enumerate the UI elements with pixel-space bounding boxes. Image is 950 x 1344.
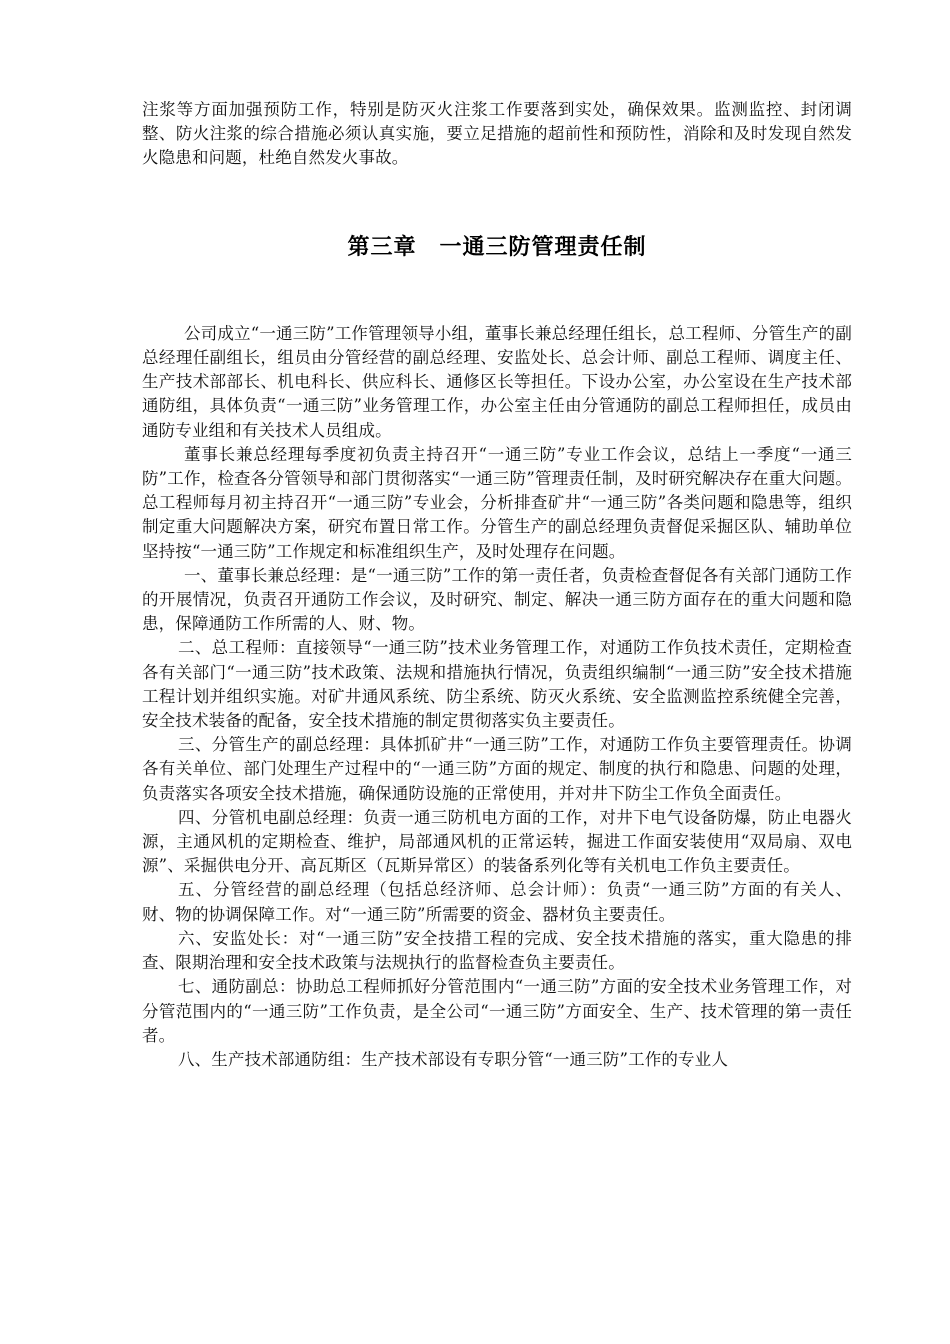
chapter-title: 第三章 一通三防管理责任制: [347, 234, 647, 260]
body-paragraph: 七、通防副总：协助总工程师抓好分管范围内“一通三防”方面的安全技术业务管理工作，对分管范围内的“一通三防”工作负责，是全公司“一通三防”方面安全、生产、技术管理的第一责任者。: [142, 977, 852, 1045]
body-paragraph: 二、总工程师：直接领导“一通三防”技术业务管理工作，对通防工作负技术责任，定期检查各有关部门“一通三防”技术政策、法规和措施执行情况，负责组织编制“一通三防”安全技术措施工程计划并组织实施。对矿井通风系统、防尘系统、防灭火系统、安全监测监控系统健全完善，安全技术装备的配备，安全技术措施的制定贯彻落实负主要责任。: [142, 638, 852, 731]
spacer: [142, 171, 852, 236]
document-page: [142, 98, 852, 1072]
body-paragraph: 董事长兼总经理每季度初负责主持召开“一通三防”专业工作会议，总结上一季度“一通三防”工作，检查各分管领导和部门贯彻落实“一通三防”管理责任制，及时研究解决存在重大问题。总工程师每月初主持召开“一通三防”专业会，分析排查矿井“一通三防”各类问题和隐患等，组织制定重大问题解决方案，研究布置日常工作。分管生产的副总经理负责督促采掘区队、辅助单位坚持按“一通三防”工作规定和标准组织生产，及时处理存在问题。: [142, 444, 852, 561]
body-paragraph: 四、分管机电副总经理：负责一通三防机电方面的工作，对井下电气设备防爆，防止电器火源，主通风机的定期检查、维护，局部通风机的正常运转，掘进工作面安装使用“双局扇、双电源”、采掘供电分开、高瓦斯区（瓦斯异常区）的装备系列化等有关机电工作负主要责任。: [142, 807, 852, 876]
body-paragraph: 八、生产技术部通防组：生产技术部设有专职分管“一通三防”工作的专业人: [178, 1049, 728, 1069]
body-paragraph: 一、董事长兼总经理：是“一通三防”工作的第一责任者，负责检查督促各有关部门通防工作的开展情况，负责召开通防工作会议，及时研究、制定、解决一通三防方面存在的重大问题和隐患，保障通防工作所需的人、财、物。: [142, 565, 852, 634]
body-paragraph: 公司成立“一通三防”工作管理领导小组，董事长兼总经理任组长，总工程师、分管生产的副总经理任副组长，组员由分管经营的副总经理、安监处长、总会计师、副总工程师、调度主任、生产技术部部长、机电科长、供应科长、通修区长等担任。下设办公室，办公室设在生产技术部通防组，具体负责“一通三防”业务管理工作，办公室主任由分管通防的副总工程师担任，成员由通防专业组和有关技术人员组成。: [142, 323, 852, 440]
spacer: [142, 260, 852, 322]
body-paragraph: 六、安监处长：对“一通三防”安全技措工程的完成、安全技术措施的落实，重大隐患的排查、限期治理和安全技术政策与法规执行的监督检查负主要责任。: [142, 928, 852, 973]
lead-paragraph: 注浆等方面加强预防工作，特别是防灭火注浆工作要落到实处，确保效果。监测监控、封闭调整、防火注浆的综合措施必须认真实施，要立足措施的超前性和预防性，消除和及时发现自然发火隐患和问题，杜绝自然发火事故。: [142, 100, 852, 168]
body-paragraph: 三、分管生产的副总经理：具体抓矿井“一通三防”工作，对通防工作负主要管理责任。协调各有关单位、部门处理生产过程中的“一通三防”方面的规定、制度的执行和隐患、问题的处理，负责落实各项安全技术措施，确保通防设施的正常使用，并对井下防尘工作负全面责任。: [142, 735, 852, 803]
body-paragraph: 五、分管经营的副总经理（包括总经济师、总会计师）：负责“一通三防”方面的有关人、财、物的协调保障工作。对“一通三防”所需要的资金、器材负主要责任。: [142, 880, 852, 924]
